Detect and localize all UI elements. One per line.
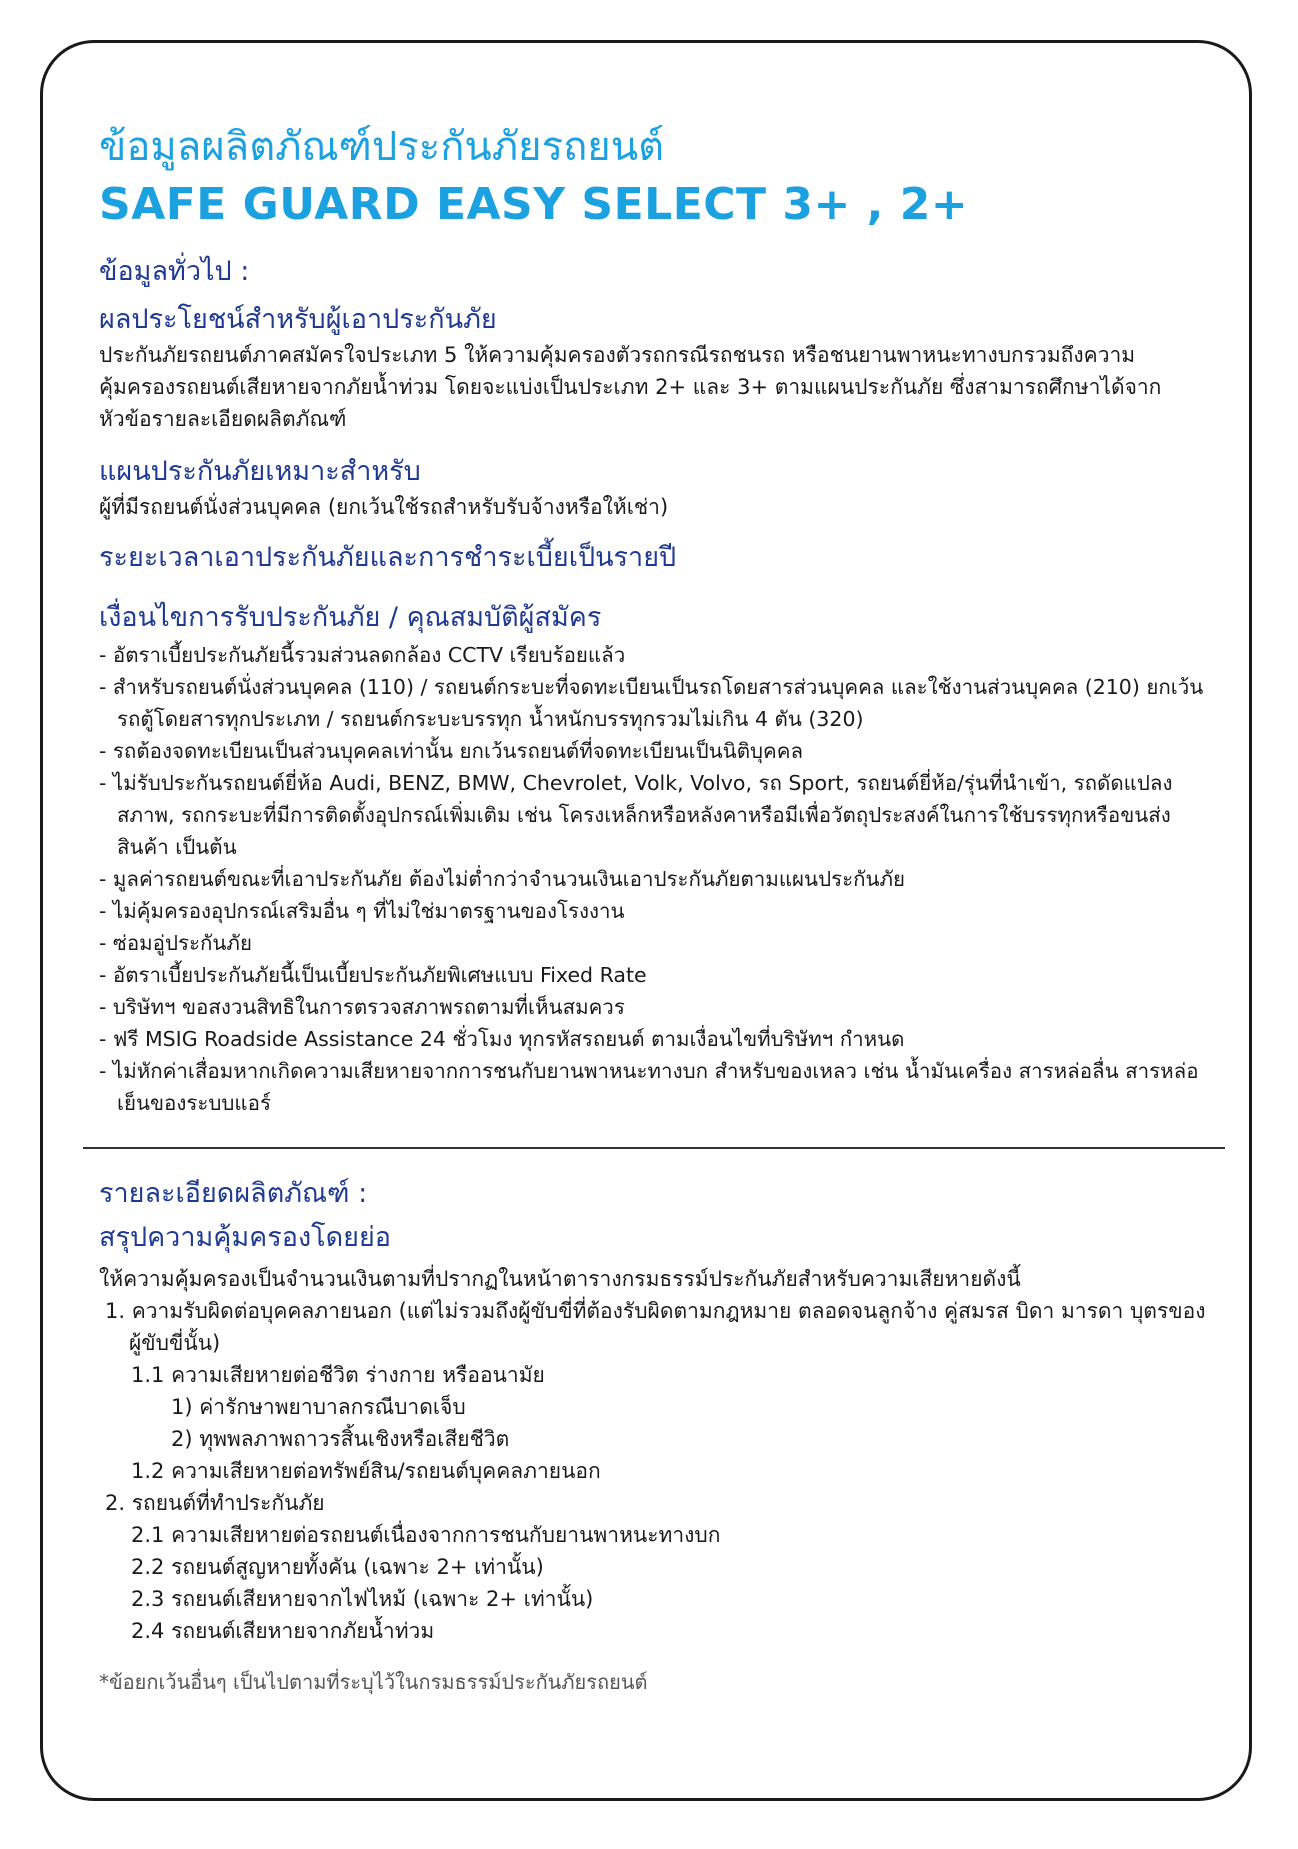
list-item: - อัตราเบี้ยประกันภัยนี้เป็นเบี้ยประกันภัยพิเศษแบบ Fixed Rate xyxy=(99,959,1209,991)
list-item: - ซ่อมอู่ประกันภัย xyxy=(99,927,1209,959)
list-item: - มูลค่ารถยนต์ขณะที่เอาประกันภัย ต้องไม่ต่ำกว่าจำนวนเงินเอาประกันภัยตามแผนประกันภัย xyxy=(99,863,1209,895)
conditions-list xyxy=(99,639,1209,1119)
coverage-subitem: 2.2 รถยนต์สูญหายทั้งคัน (เฉพาะ 2+ เท่านั้น) xyxy=(131,1555,544,1579)
list-item: - อัตราเบี้ยประกันภัยนี้รวมส่วนลดกล้อง CCTV เรียบร้อยแล้ว xyxy=(99,639,1209,671)
conditions-heading: เงื่อนไขการรับประกันภัย / คุณสมบัติผู้สมัคร xyxy=(99,602,602,633)
list-item: - ไม่คุ้มครองอุปกรณ์เสริมอื่น ๆ ที่ไม่ใช่มาตรฐานของโรงงาน xyxy=(99,895,1209,927)
coverage-subitem: 1.1 ความเสียหายต่อชีวิต ร่างกาย หรืออนามัย xyxy=(131,1363,545,1387)
section-divider xyxy=(83,1147,1225,1149)
footnote: *ข้อยกเว้นอื่นๆ เป็นไปตามที่ระบุไว้ในกรมธรรม์ประกันภัยรถยนต์ xyxy=(99,1670,648,1694)
coverage-item: 1. ความรับผิดต่อบุคคลภายนอก (แต่ไม่รวมถึงผู้ขับขี่ที่ต้องรับผิดตามกฎหมาย ตลอดจนลูกจ้าง คู่สมรส บิดา มารดา บุตรของผู้ขับขี่นั้น) xyxy=(105,1299,1206,1355)
coverage-item: 2. รถยนต์ที่ทำประกันภัย xyxy=(105,1491,325,1515)
summary-heading: สรุปความคุ้มครองโดยย่อ xyxy=(99,1222,392,1253)
suitable-text: ผู้ที่มีรถยนต์นั่งส่วนบุคคล (ยกเว้นใช้รถสำหรับรับจ้างหรือให้เช่า) xyxy=(99,495,669,519)
list-item: - ฟรี MSIG Roadside Assistance 24 ชั่วโมง ทุกรหัสรถยนต์ ตามเงื่อนไขที่บริษัทฯ กำหนด xyxy=(99,1023,1209,1055)
product-name: SAFE GUARD EASY SELECT 3+ , 2+ xyxy=(99,179,969,230)
list-item: - ไม่หักค่าเสื่อมหากเกิดความเสียหายจากการชนกับยานพาหนะทางบก สำหรับของเหลว เช่น น้ำมันเครื่อง สารหล่อลื่น สารหล่อเย็นของระบบแอร์ xyxy=(99,1055,1209,1119)
list-item: - ไม่รับประกันรถยนต์ยี่ห้อ Audi, BENZ, BMW, Chevrolet, Volk, Volvo, รถ Sport, รถยนต์ยี่ห้อ/รุ่นที่นำเข้า, รถดัดแปลงสภาพ, รถกระบะที่มีการติดตั้งอุปกรณ์เพิ่มเติม เช่น โครงเหล็กหรือหลังคาหรือมีเพื่อวัตถุประสงค์ในการใช้บรรทุกหรือขนส่งสินค้า เป็นต้น xyxy=(99,767,1209,863)
coverage-subitem: 2.1 ความเสียหายต่อรถยนต์เนื่องจากการชนกับยานพาหนะทางบก xyxy=(131,1523,721,1547)
product-details-heading: รายละเอียดผลิตภัณฑ์ : xyxy=(99,1178,368,1209)
general-info-heading: ข้อมูลทั่วไป : xyxy=(99,256,250,287)
list-item: - สำหรับรถยนต์นั่งส่วนบุคคล (110) / รถยนต์กระบะที่จดทะเบียนเป็นรถโดยสารส่วนบุคคล และใช้งานส่วนบุคคล (210) ยกเว้นรถตู้โดยสารทุกประเภท / รถยนต์กระบะบรรทุก น้ำหนักบรรทุกรวมไม่เกิน 4 ตัน (320) xyxy=(99,671,1209,735)
coverage-subsubitem: 1) ค่ารักษาพยาบาลกรณีบาดเจ็บ xyxy=(171,1395,466,1419)
document-content xyxy=(99,99,1209,1697)
coverage-subitem: 2.3 รถยนต์เสียหายจากไฟไหม้ (เฉพาะ 2+ เท่านั้น) xyxy=(131,1587,594,1611)
summary-intro: ให้ความคุ้มครองเป็นจำนวนเงินตามที่ปรากฏในหน้าตารางกรมธรรม์ประกันภัยสำหรับความเสียหายดังนี้ xyxy=(99,1267,1021,1291)
list-item: - รถต้องจดทะเบียนเป็นส่วนบุคคลเท่านั้น ยกเว้นรถยนต์ที่จดทะเบียนเป็นนิติบุคคล xyxy=(99,735,1209,767)
page-title-thai: ข้อมูลผลิตภัณฑ์ประกันภัยรถยนต์ xyxy=(99,124,665,170)
period-heading: ระยะเวลาเอาประกันภัยและการชำระเบี้ยเป็นรายปี xyxy=(99,542,677,573)
coverage-subitem: 1.2 ความเสียหายต่อทรัพย์สิน/รถยนต์บุคคลภายนอก xyxy=(131,1459,601,1483)
benefit-text: ประกันภัยรถยนต์ภาคสมัครใจประเภท 5 ให้ความคุ้มครองตัวรถกรณีรถชนรถ หรือชนยานพาหนะทางบกรวมถึงความคุ้มครองรถยนต์เสียหายจากภัยน้ำท่วม โดยจะแบ่งเป็นประเภท 2+ และ 3+ ตามแผนประกันภัย ซึ่งสามารถศึกษาได้จากหัวข้อรายละเอียดผลิตภัณฑ์ xyxy=(99,343,1162,431)
coverage-subitem: 2.4 รถยนต์เสียหายจากภัยน้ำท่วม xyxy=(131,1619,435,1643)
list-item: - บริษัทฯ ขอสงวนสิทธิในการตรวจสภาพรถตามที่เห็นสมควร xyxy=(99,991,1209,1023)
coverage-subsubitem: 2) ทุพพลภาพถาวรสิ้นเชิงหรือเสียชีวิต xyxy=(171,1427,510,1451)
benefit-heading: ผลประโยชน์สำหรับผู้เอาประกันภัย xyxy=(99,304,497,335)
document-card xyxy=(40,40,1252,1801)
suitable-heading: แผนประกันภัยเหมาะสำหรับ xyxy=(99,456,421,487)
